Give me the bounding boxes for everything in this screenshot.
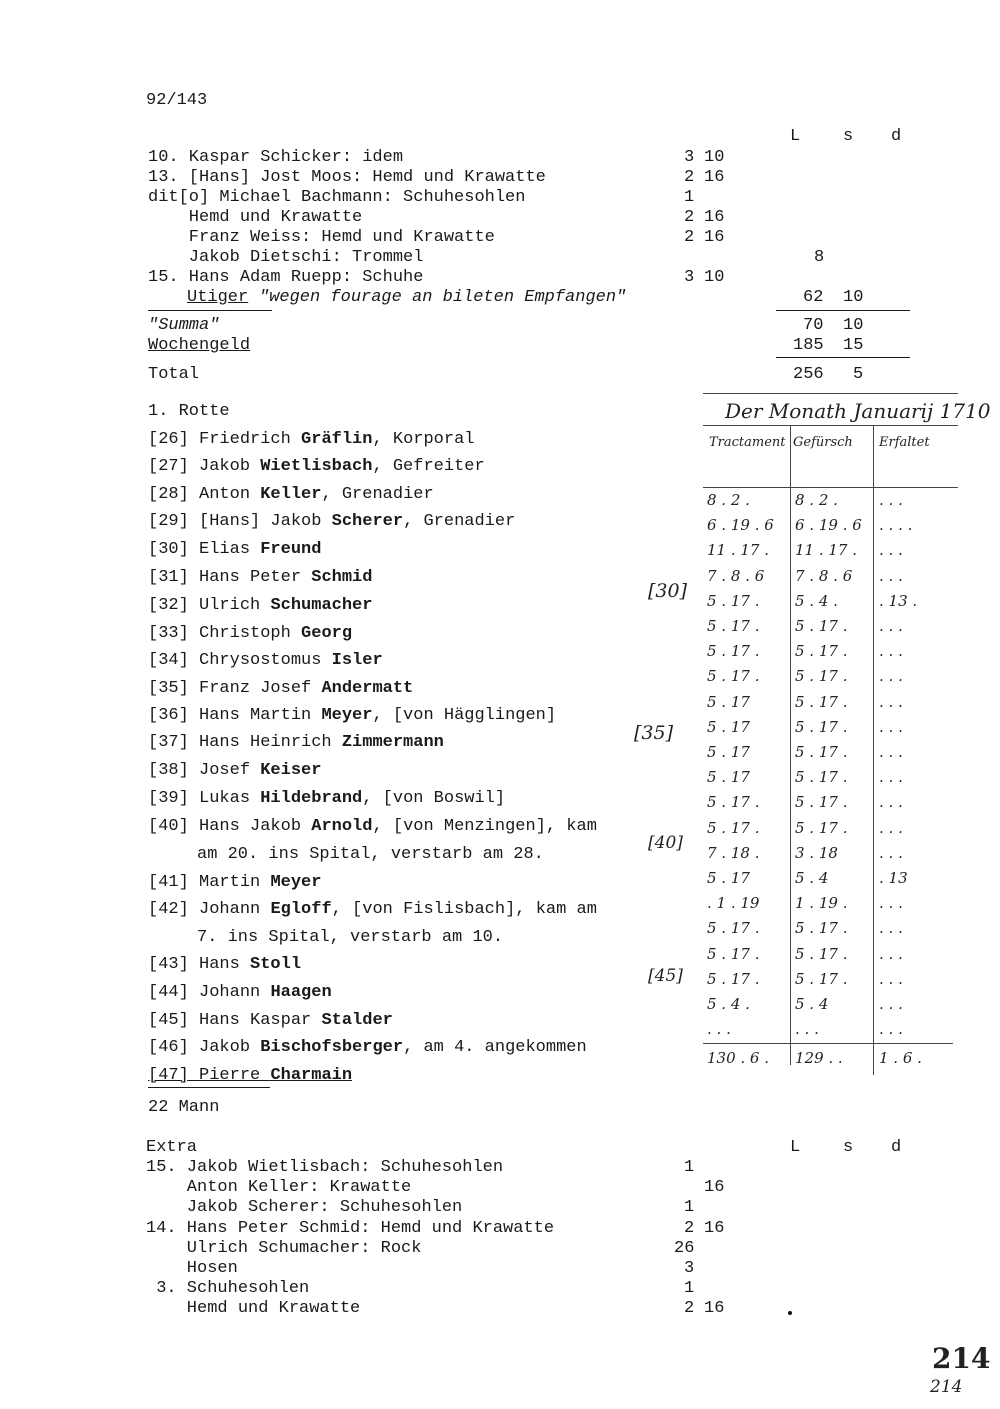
rotte-count: 22 Mann [148,1098,220,1117]
member-first-name: Martin [199,873,261,892]
member-last-name: Bischofsberger [260,1038,404,1057]
member-number: [34] [148,651,189,670]
manuscript-cell: . . . [879,541,903,560]
member-number: [43] [148,955,189,974]
member-row [148,485,434,505]
ledger-row-l: 2 [684,208,695,227]
margin-mark: [35] [634,722,674,744]
member-first-name: Hans Heinrich [199,733,332,752]
extra-row-label: Anton Keller: Krawatte [146,1178,412,1198]
wochengeld-amount-l: 185 [793,336,824,355]
manuscript-cell: 5 . 17 . [795,818,848,837]
ms-rule [703,487,958,488]
manuscript-image [703,393,991,1083]
manuscript-cell: 5 . 4 . [795,591,838,610]
extra-row-s: 16 [704,1218,725,1238]
member-row [148,1038,587,1058]
utiger-amount-l: 62 [803,288,824,307]
manuscript-cell: . . . . [879,516,913,535]
member-number: [44] [148,983,189,1002]
ledger-row-label: dit[o] Michael Bachmann: Schuhesohlen [148,188,526,207]
member-number: [37] [148,733,189,752]
member-row [148,900,597,920]
ms-rule [703,425,958,426]
member-first-name: Hans Jakob [199,817,302,836]
manuscript-title: Der Monath Januarij 1710 [725,399,991,423]
member-note: , [von Menzingen], kam [372,817,597,836]
extra-row-s: 16 [704,1299,725,1319]
manuscript-cell: 11 . 17 . [707,541,770,560]
member-number: [39] [148,789,189,808]
manuscript-cell: . . . [879,768,903,787]
egloff-continuation: 7. ins Spital, verstarb am 10. [197,928,504,947]
wochengeld-label: Wochengeld [148,336,251,355]
manuscript-cell: 5 . 17 . [795,919,848,938]
manuscript-cell: . . . [879,566,903,585]
manuscript-cell: . 13 [879,869,908,887]
member-note: , Grenadier [403,512,516,531]
extra-header-d: d [891,1138,902,1157]
manuscript-cell: 5 . 17 [707,692,750,711]
manuscript-cell: 5 . 17 . [795,768,848,787]
manuscript-cell: 5 . 4 [795,869,829,887]
member-number: [30] [148,540,189,559]
extra-row-label: Ulrich Schumacher: Rock [146,1238,422,1258]
member-last-name: Isler [331,651,383,670]
member-last-name: Gräflin [301,430,373,449]
member-last-name: Andermatt [321,679,414,698]
margin-mark: [40] [648,833,683,853]
manuscript-cell: . . . [879,919,903,938]
member-first-name: Elias [199,540,251,559]
member-note: , Gefreiter [372,457,485,476]
member-first-name: [Hans] Jakob [199,512,322,531]
member-number: [42] [148,900,189,919]
member-row [148,873,321,893]
manuscript-cell: . . . [879,995,903,1013]
manuscript-total: 1 . 6 . [879,1049,922,1067]
manuscript-cell: 5 . 17 . [707,667,760,686]
extra-row-label: 14. Hans Peter Schmid: Hemd und Krawatte [146,1218,555,1238]
manuscript-cell: 5 . 17 . [707,818,760,837]
member-last-name: Keiser [260,761,322,780]
extra-row-label: Jakob Scherer: Schuhesohlen [146,1198,463,1218]
extra-row-l: 1 [684,1158,695,1177]
member-row [148,761,321,781]
member-note: , am 4. angekommen [403,1038,587,1057]
ms-rule [703,1043,953,1044]
manuscript-cell: 7 . 8 . 6 [707,566,765,585]
manuscript-cell: 8 . 2 . [707,491,750,509]
ms-column-line [873,425,874,1075]
manuscript-cell: 5 . 17 . [795,667,848,686]
member-row [148,983,332,1003]
manuscript-cell: . . . [879,617,903,635]
arnold-continuation: am 20. ins Spital, verstarb am 28. [197,845,544,864]
manuscript-cell: . . . [879,667,903,686]
manuscript-cell: 5 . 17 [707,717,750,736]
member-last-name: Wietlisbach [260,457,373,476]
extra-row-label: 15. Jakob Wietlisbach: Schuhesohlen [146,1158,504,1177]
manuscript-total: 129 . . [795,1049,843,1067]
member-row [148,457,485,477]
rule [148,1087,270,1088]
member-last-name: Freund [260,540,322,559]
member-last-name: Scherer [331,512,404,531]
member-row [148,430,475,450]
ledger-row-l: 2 [684,168,695,187]
member-row [148,540,321,560]
ledger-row-label: 13. [Hans] Jost Moos: Hemd und Krawatte [148,168,546,187]
member-number: [31] [148,568,189,587]
member-last-name: Meyer [321,706,373,725]
member-last-name: Charmain [270,1066,353,1085]
manuscript-cell: 5 . 17 . [707,919,760,938]
margin-mark: [30] [648,580,688,602]
manuscript-cell: 5 . 17 . [795,717,848,736]
manuscript-cell: . . . [795,1020,819,1039]
member-last-name: Zimmermann [341,733,444,752]
member-first-name: Hans Kaspar [199,1011,312,1030]
ledger-row-label: Franz Weiss: Hemd und Krawatte [148,228,495,247]
manuscript-cell: . . . [879,491,903,509]
member-number: [33] [148,624,189,643]
extra-header-s: s [843,1138,854,1157]
ledger-row-label: 15. Hans Adam Ruepp: Schuhe [148,268,424,287]
member-first-name: Hans Martin [199,706,312,725]
manuscript-cell: 8 . 2 . [795,491,838,509]
extra-title: Extra [146,1138,198,1157]
manuscript-cell: 5 . 17 [707,869,750,887]
manuscript-cell: . . . [879,642,903,661]
member-row [148,1066,352,1086]
manuscript-cell: 1 . 19 . [795,894,848,913]
member-first-name: Johann [199,983,261,1002]
extra-row-l: 26 [674,1238,695,1258]
member-number: [36] [148,706,189,725]
extra-row-label: Hosen [146,1259,238,1278]
manuscript-cell: . . . [879,717,903,736]
rule [776,357,910,358]
manuscript-cell: 7 . 18 . [707,843,760,862]
member-note: , Grenadier [321,485,434,504]
manuscript-cell: . . . [707,1020,731,1039]
manuscript-cell: . . . [879,1020,903,1039]
manuscript-cell: 3 . 18 [795,843,838,862]
manuscript-cell: 5 . 4 [795,995,829,1013]
member-number: [35] [148,679,189,698]
member-number: [46] [148,1038,189,1057]
member-row [148,651,383,671]
manuscript-cell: 5 . 17 . [707,591,760,610]
page-reference: 92/143 [146,91,208,110]
rule [148,310,272,311]
ledger-row-label: 10. Kaspar Schicker: idem [148,148,404,167]
ledger-row-l: 3 [684,148,695,167]
ledger-row-l: 1 [684,188,695,207]
member-note: , [von Fislisbach], kam am [331,900,597,919]
wochengeld-amount-s: 15 [843,336,864,355]
ledger-row-s: 16 [704,168,725,187]
manuscript-cell: 5 . 17 . [795,793,848,812]
member-row [148,706,556,726]
manuscript-cell: 5 . 17 . [707,793,760,812]
manuscript-cell: 5 . 17 . [707,642,760,661]
manuscript-cell: 5 . 17 . [795,692,848,711]
ledger-row-l: 3 [684,268,695,287]
ms-rule [703,393,958,394]
manuscript-cell: 5 . 17 . [707,969,760,988]
member-row [148,596,372,616]
total-amount-s: 5 [853,365,864,384]
manuscript-cell: 5 . 4 . [707,995,750,1013]
ledger-row-s: 16 [704,208,725,227]
member-number: [27] [148,457,189,476]
dot-mark [788,1311,792,1315]
utiger-name: Utiger [187,288,249,307]
ledger-header-s: s [843,127,854,146]
member-note: , Korporal [372,430,475,449]
member-row [148,679,413,699]
member-first-name: Christoph [199,624,291,643]
manuscript-cell: 5 . 17 [707,743,750,761]
member-first-name: Johann [199,900,261,919]
member-first-name: Franz Josef [199,679,312,698]
member-first-name: Pierre [199,1066,261,1085]
summa-amount-s: 10 [843,316,864,335]
extra-row-l: 2 [684,1299,695,1319]
member-last-name: Keller [260,485,322,504]
manuscript-cell: . . . [879,793,903,812]
member-first-name: Friedrich [199,430,291,449]
extra-row-l: 1 [684,1198,695,1218]
manuscript-cell: 5 . 17 . [795,617,848,635]
member-row [148,789,505,809]
member-row [148,568,372,588]
member-number: [29] [148,512,189,531]
member-last-name: Georg [301,624,353,643]
member-number: [38] [148,761,189,780]
manuscript-total: 130 . 6 . [707,1049,770,1067]
total-amount-l: 256 [793,365,824,384]
total-label: Total [148,365,200,384]
manuscript-cell: 6 . 19 . 6 [707,516,774,535]
member-number: [32] [148,596,189,615]
member-number: [28] [148,485,189,504]
trommel-total: 8 [814,248,825,267]
member-first-name: Ulrich [199,596,261,615]
manuscript-cell: . . . [879,692,903,711]
member-number: [41] [148,873,189,892]
member-first-name: Jakob [199,1038,251,1057]
member-last-name: Hildebrand [260,789,363,808]
summa-label: "Summa" [148,316,220,335]
member-last-name: Arnold [311,817,373,836]
ledger-row-s: 16 [704,228,725,247]
utiger-quote: "wegen fourage an bileten Empfangen" [259,288,627,307]
member-last-name: Schmid [311,568,373,587]
member-last-name: Haagen [270,983,332,1002]
manuscript-cell: 5 . 17 . [707,944,760,963]
member-first-name: Hans [199,955,240,974]
member-number: [40] [148,817,189,836]
ledger-header-l: L [790,127,801,146]
member-number: [26] [148,430,189,449]
manuscript-cell: 6 . 19 . 6 [795,516,862,535]
extra-row-label: Hemd und Krawatte [146,1299,361,1319]
rule [776,310,910,311]
ledger-row-label: Hemd und Krawatte [148,208,363,227]
ms-column-line [790,425,791,1065]
member-number: [47] [148,1066,189,1085]
ledger-row-s: 10 [704,268,725,287]
ledger-row-label: Jakob Dietschi: Trommel [148,248,424,267]
member-last-name: Egloff [270,900,332,919]
extra-header-l: L [790,1138,801,1157]
member-row [148,955,301,975]
manuscript-cell: . . . [879,969,903,988]
ledger-row-l: 2 [684,228,695,247]
member-first-name: Chrysostomus [199,651,322,670]
extra-row-l: 1 [684,1279,695,1299]
member-row [148,733,444,753]
manuscript-cell: 5 . 17 . [795,743,848,761]
manuscript-cell: . . . [879,743,903,761]
ledger-header-d: d [891,127,902,146]
manuscript-cell: 5 . 17 . [795,642,848,661]
utiger-amount-s: 10 [843,288,864,307]
extra-row-label: 3. Schuhesohlen [146,1279,310,1299]
member-row [148,1011,393,1031]
page-stamp: 214 [932,1342,991,1375]
member-row [148,817,597,837]
manuscript-cell: . 1 . 19 [707,894,760,913]
summa-amount-l: 70 [803,316,824,335]
member-number: [45] [148,1011,189,1030]
member-first-name: Josef [199,761,251,780]
manuscript-cell: 7 . 8 . 6 [795,566,853,585]
member-row [148,512,515,532]
member-last-name: Schumacher [270,596,373,615]
manuscript-col-header: Erfaltet [879,435,930,450]
member-first-name: Hans Peter [199,568,302,587]
member-first-name: Anton [199,485,251,504]
member-first-name: Lukas [199,789,251,808]
rotte-title: 1. Rotte [148,402,230,421]
extra-row-s: 16 [704,1178,725,1198]
member-last-name: Stoll [250,955,302,974]
manuscript-cell: . . . [879,944,903,963]
member-last-name: Meyer [270,873,322,892]
manuscript-col-header: Tractament [709,435,786,450]
member-first-name: Jakob [199,457,251,476]
ledger-row-s: 10 [704,148,725,167]
page-stamp-small: 214 [930,1377,963,1397]
manuscript-cell: 5 . 17 . [795,944,848,963]
manuscript-cell: 5 . 17 . [707,617,760,635]
manuscript-cell: 5 . 17 . [795,969,848,988]
manuscript-cell: . . . [879,818,903,837]
manuscript-cell: . 13 . [879,591,918,610]
manuscript-cell: 11 . 17 . [795,541,858,560]
extra-row-l: 2 [684,1218,695,1238]
member-row [148,624,352,644]
manuscript-cell: . . . [879,843,903,862]
member-note: , [von Hägglingen] [372,706,557,725]
manuscript-cell: 5 . 17 [707,768,750,787]
member-note: , [von Boswil] [362,789,506,808]
extra-row-l: 3 [684,1259,695,1278]
manuscript-cell: . . . [879,894,903,913]
member-last-name: Stalder [321,1011,393,1030]
manuscript-col-header: Gefürsch [793,435,853,450]
margin-mark: [45] [648,966,683,986]
